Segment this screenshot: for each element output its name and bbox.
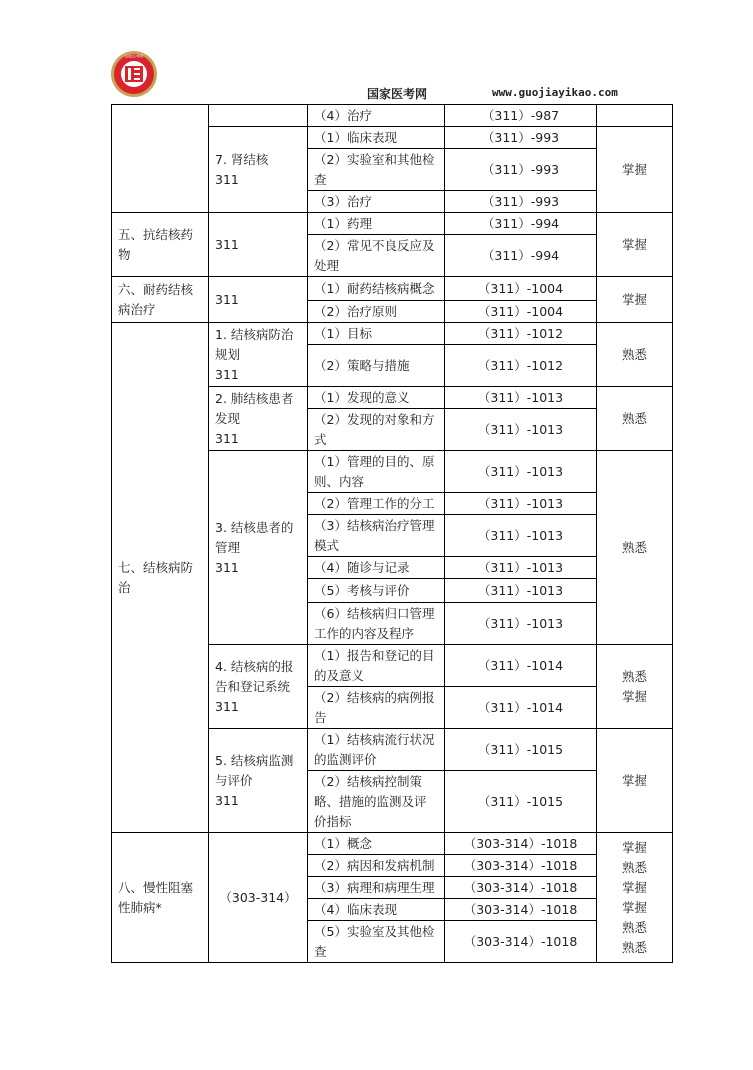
item-cell: （2）策略与措施 <box>308 345 445 387</box>
code-cell: （311）-1013 <box>445 603 597 645</box>
unit-code: 311 <box>215 430 239 446</box>
code-cell: （303-314）-1018 <box>445 833 597 855</box>
requirement-cell <box>597 833 673 963</box>
item-cell: （1）结核病流行状况的监测评价 <box>308 729 445 771</box>
code-cell: （311）-1004 <box>445 277 597 301</box>
unit-code: 311 <box>215 698 239 714</box>
requirement-label: 熟悉 <box>621 939 647 955</box>
requirement-cell: 掌握 <box>597 127 673 213</box>
logo-text: 国家医考网 <box>125 54 143 59</box>
section-cell: 五、抗结核药物 <box>112 213 209 277</box>
unit-code: 311 <box>215 559 239 575</box>
table-row <box>112 213 673 235</box>
requirement-label: 掌握 <box>621 879 647 895</box>
syllabus-table <box>111 104 673 963</box>
item-cell: （4）治疗 <box>308 105 445 127</box>
code-cell: （311）-1014 <box>445 687 597 729</box>
item-cell: （3）病理和病理生理 <box>308 877 445 899</box>
item-cell: （1）目标 <box>308 323 445 345</box>
code-cell: （311）-993 <box>445 127 597 149</box>
table-row <box>112 833 673 855</box>
item-cell: （2）发现的对象和方式 <box>308 409 445 451</box>
requirement-label: 熟悉 <box>621 668 647 684</box>
code-cell: （311）-1013 <box>445 515 597 557</box>
item-cell: （1）概念 <box>308 833 445 855</box>
item-cell: （2）结核病的病例报告 <box>308 687 445 729</box>
code-cell: （311）-1013 <box>445 557 597 579</box>
requirement-cell: 熟悉 <box>597 387 673 451</box>
item-cell: （2）病因和发病机制 <box>308 855 445 877</box>
code-cell: （303-314）-1018 <box>445 877 597 899</box>
unit-cell: 311 <box>209 277 308 323</box>
code-cell: （303-314）-1018 <box>445 921 597 963</box>
unit-cell <box>209 451 308 645</box>
table-row <box>112 323 673 345</box>
code-cell: （311）-1004 <box>445 301 597 323</box>
requirement-cell: 熟悉 <box>597 323 673 387</box>
item-cell: （5）考核与评价 <box>308 579 445 603</box>
requirement-cell <box>597 645 673 729</box>
unit-cell: 311 <box>209 213 308 277</box>
table-row <box>112 277 673 301</box>
unit-cell <box>209 323 308 387</box>
requirement-cell: 熟悉 <box>597 451 673 645</box>
item-cell: （2）结核病控制策略、措施的监测及评价指标 <box>308 771 445 833</box>
code-cell: （311）-1014 <box>445 645 597 687</box>
item-cell: （2）常见不良反应及处理 <box>308 235 445 277</box>
item-cell: （1）临床表现 <box>308 127 445 149</box>
unit-code: 311 <box>215 792 239 808</box>
unit-cell <box>209 387 308 451</box>
site-name: 国家医考网 <box>367 87 428 101</box>
unit-cell <box>209 105 308 127</box>
requirement-label: 熟悉 <box>621 919 647 935</box>
requirement-cell: 掌握 <box>597 729 673 833</box>
logo <box>110 50 158 98</box>
item-cell: （4）随诊与记录 <box>308 557 445 579</box>
code-cell: （311）-1013 <box>445 493 597 515</box>
code-cell: （311）-1013 <box>445 451 597 493</box>
code-cell: （311）-993 <box>445 149 597 191</box>
item-cell: （3）结核病治疗管理模式 <box>308 515 445 557</box>
requirement-label: 掌握 <box>621 899 647 915</box>
unit-title: 5. 结核病监测与评价 <box>215 752 294 788</box>
code-cell: （311）-1015 <box>445 729 597 771</box>
code-cell: （311）-1013 <box>445 409 597 451</box>
code-cell: （311）-994 <box>445 235 597 277</box>
unit-title: 4. 结核病的报告和登记系统 <box>215 658 294 694</box>
unit-title: 2. 肺结核患者发现 <box>215 390 294 426</box>
item-cell: （2）实验室和其他检查 <box>308 149 445 191</box>
code-cell: （311）-1013 <box>445 579 597 603</box>
item-cell: （1）发现的意义 <box>308 387 445 409</box>
code-cell: （311）-994 <box>445 213 597 235</box>
code-cell: （311）-993 <box>445 191 597 213</box>
requirement-label: 熟悉 <box>621 859 647 875</box>
requirement-cell <box>597 105 673 127</box>
code-cell: （311）-1012 <box>445 323 597 345</box>
code-cell: （311）-1015 <box>445 771 597 833</box>
site-url[interactable]: www.guojiayikao.com <box>492 86 618 99</box>
requirement-label: 掌握 <box>621 688 647 704</box>
unit-title: 1. 结核病防治规划 <box>215 326 294 362</box>
requirement-cell: 掌握 <box>597 213 673 277</box>
unit-code: 311 <box>215 171 239 187</box>
item-cell: （6）结核病归口管理工作的内容及程序 <box>308 603 445 645</box>
unit-title: 3. 结核患者的管理 <box>215 519 294 555</box>
item-cell: （1）报告和登记的目的及意义 <box>308 645 445 687</box>
item-cell: （5）实验室及其他检查 <box>308 921 445 963</box>
unit-cell <box>209 645 308 729</box>
unit-title: 7. 肾结核 <box>215 151 269 167</box>
item-cell: （3）治疗 <box>308 191 445 213</box>
code-cell: （303-314）-1018 <box>445 899 597 921</box>
requirement-label: 掌握 <box>621 839 647 855</box>
code-cell: （311）-1013 <box>445 387 597 409</box>
section-cell: 八、慢性阻塞性肺病* <box>112 833 209 963</box>
unit-cell <box>209 127 308 213</box>
code-cell: （311）-987 <box>445 105 597 127</box>
section-cell: 六、耐药结核病治疗 <box>112 277 209 323</box>
item-cell: （1）药理 <box>308 213 445 235</box>
code-cell: （303-314）-1018 <box>445 855 597 877</box>
section-cell <box>112 105 209 213</box>
requirement-cell: 掌握 <box>597 277 673 323</box>
item-cell: （1）耐药结核病概念 <box>308 277 445 301</box>
unit-cell: （303-314） <box>209 833 308 963</box>
table-row <box>112 105 673 127</box>
unit-cell <box>209 729 308 833</box>
item-cell: （2）管理工作的分工 <box>308 493 445 515</box>
item-cell: （1）管理的目的、原则、内容 <box>308 451 445 493</box>
section-cell: 七、结核病防治 <box>112 323 209 833</box>
code-cell: （311）-1012 <box>445 345 597 387</box>
item-cell: （2）治疗原则 <box>308 301 445 323</box>
unit-code: 311 <box>215 366 239 382</box>
item-cell: （4）临床表现 <box>308 899 445 921</box>
